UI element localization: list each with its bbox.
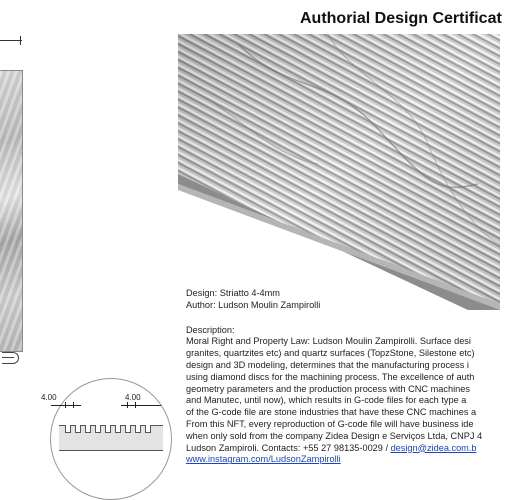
description-line: granites, quartzites etc) and quartz surfaces (TopzStone, Silestone etc) [186,348,475,359]
design-name: Design: Striatto 4-4mm [186,288,280,298]
description-line: Moral Right and Property Law: Ludson Moulin Zampirolli. Surface desi [186,336,471,347]
description-line: geometry parameters and the production process with CNC machines [186,383,470,394]
instagram-link[interactable]: www.instagram.com/LudsonZampirolli [186,454,341,465]
dimension-tick [127,402,128,408]
groove [95,425,101,433]
groove [135,425,141,433]
dimension-tick-top [20,36,21,45]
groove [65,425,71,433]
description-line: of the G-code file are stone industries that have these CNC machines a [186,407,477,418]
dimension-tick [73,402,74,408]
description-line: From this NFT, every reproduction of G-code file will have business ide [186,418,474,429]
description-line: and Manutec, until now), which results in G-code files for each type a [186,395,467,406]
groove-profile [59,425,163,451]
description-line: using diamond discs for the machining process. The excellence of auth [186,371,475,382]
description-line: when only sold from the company Zidea Design e Serviços Ltda, CNPJ 4 [186,430,483,441]
dimension-line-left [51,405,81,406]
groove [145,425,151,433]
certificate-details [186,288,516,466]
dimension-tick [65,402,66,408]
groove [105,425,111,433]
dimension-line-top [0,40,22,41]
description-heading: Description: [186,324,235,335]
dimension-label-right: 4.00 [125,393,141,402]
striatto-slab-render [178,34,500,310]
groove [125,425,131,433]
section-marker-icon [2,352,19,364]
certificate-title: Authorial Design Certificat [300,10,502,27]
groove [85,425,91,433]
description-line: design and 3D modeling, determines that the manufacturing process i [186,359,469,370]
contact-line [186,443,516,455]
dimension-tick [135,402,136,408]
slab-render-image [178,34,500,310]
groove [75,425,81,433]
groove [115,425,121,433]
author-name: Author: Ludson Moulin Zampirolli [186,299,321,310]
email-link[interactable]: design@zidea.com.b [390,442,477,453]
stone-slab-side-view [0,70,23,352]
dimension-label-left: 4.00 [41,393,57,402]
contacts-text: Ludson Zampiroli. Contacts: +55 27 98135-0029 / [186,442,391,453]
profile-detail-circle [41,378,172,500]
